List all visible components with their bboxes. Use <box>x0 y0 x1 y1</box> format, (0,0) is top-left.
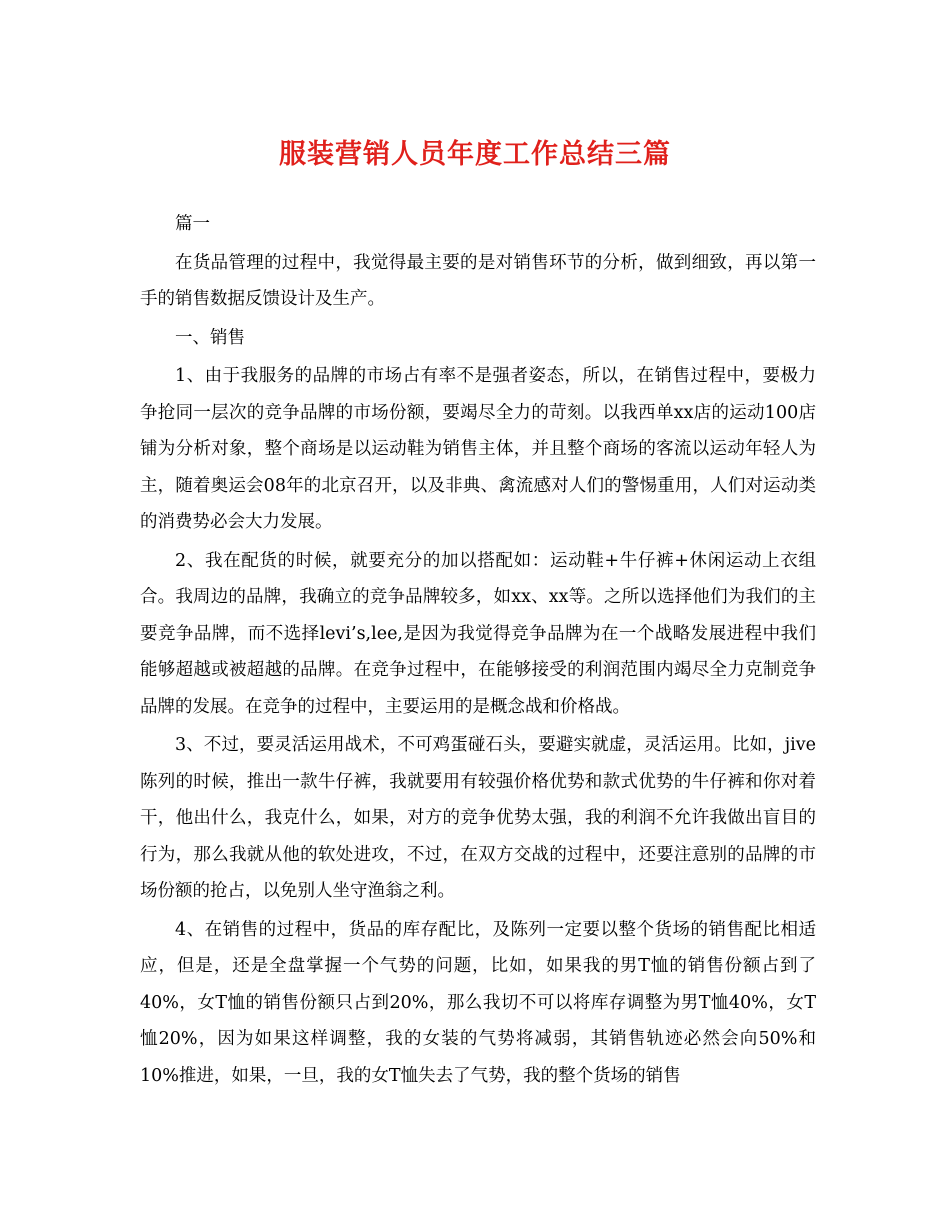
section-heading-sales: 一、销售 <box>175 327 245 348</box>
document-body <box>140 206 816 1096</box>
section-heading-part-one: 篇一 <box>175 214 210 234</box>
document-title: 服装营销人员年度工作总结三篇 <box>279 139 671 170</box>
paragraph-item-4: 4、在销售的过程中，货品的库存配比，及陈列一定要以整个货场的销售配比相适应，但是，还是全盘掌握一个气势的问题，比如，如果我的男T恤的销售份额占到了40%，女T恤的销售份额只占到20%，那么我切不可以将库存调整为男T恤40%，女T恤20%，因为如果这样调整，我的女装的气势将减弱，其销售轨迹必然会向50%和10%推进，如果，一旦，我的女T恤失去了气势，我的整个货场的销售 <box>140 919 816 1086</box>
paragraph-item-1: 1、由于我服务的品牌的市场占有率不是强者姿态，所以，在销售过程中，要极力争抢同一层次的竞争品牌的市场份额，要竭尽全力的苛刻。以我西单xx店的运动100店铺为分析对象，整个商场是以运动鞋为销售主体，并且整个商场的客流以运动年轻人为主，随着奥运会08年的北京召开，以及非典、禽流感对人们的警惕重用，人们对运动类的消费势必会大力发展。 <box>140 366 816 532</box>
paragraph-item-3: 3、不过，要灵活运用战术，不可鸡蛋碰石头，要避实就虚，灵活运用。比如，jive陈列的时候，推出一款牛仔裤，我就要用有较强价格优势和款式优势的牛仔裤和你对着干，他出什么，我克什么，如果，对方的竞争优势太强，我的利润不允许我做出盲目的行为，那么我就从他的软处进攻，不过，在双方交战的过程中，还要注意别的品牌的市场份额的抢占，以免别人坐守渔翁之利。 <box>140 735 816 901</box>
paragraph-item-2: 2、我在配货的时候，就要充分的加以搭配如：运动鞋+牛仔裤+休闲运动上衣组合。我周边的品牌，我确立的竞争品牌较多，如xx、xx等。之所以选择他们为我们的主要竞争品牌，而不选择levi’s,lee,是因为我觉得竞争品牌为在一个战略发展进程中我们能够超越或被超越的品牌。在竞争过程中，在能够接受的利润范围内竭尽全力克制竞争品牌的发展。在竞争的过程中，主要运用的是概念战和价格战。 <box>140 550 816 717</box>
intro-paragraph: 在货品管理的过程中，我觉得最主要的是对销售环节的分析，做到细致，再以第一手的销售数据反馈设计及生产。 <box>140 252 816 309</box>
